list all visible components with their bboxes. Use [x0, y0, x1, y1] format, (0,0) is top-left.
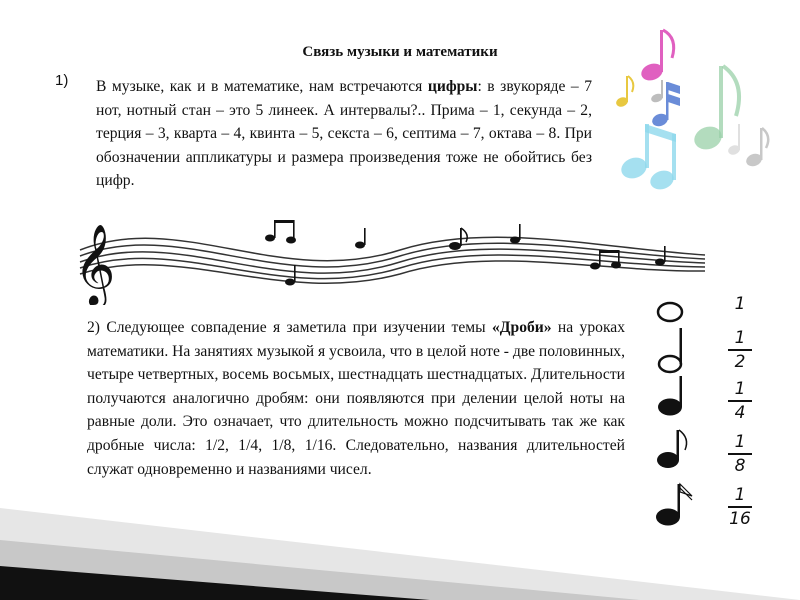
fraction-quarter [722, 379, 758, 423]
whole-note-icon [658, 303, 682, 321]
paragraph-1 [96, 75, 592, 193]
treble-clef-icon [74, 223, 115, 305]
fraction-bar [728, 400, 752, 402]
staff-notes-icon [265, 220, 666, 286]
fraction-denominator: 4 [734, 402, 746, 423]
green-note-icon [691, 66, 739, 153]
fraction-numerator: 1 [734, 328, 746, 348]
paragraph-1-text-b: : в звукоряде – 7 нот, нотный стан – это 5 линеек. А интервалы?.. Прима – 1, секунда – 2, терция – 3, кварта – 4, квинта – 5, секста – 6, септима – 7, октава – 8. При обозначении аппликатуры и размера произведения тоже не обойтись без цифр. [96, 78, 593, 189]
faded-note-icon [727, 124, 741, 156]
svg-text:𝄞: 𝄞 [74, 223, 116, 305]
fraction-whole [722, 294, 758, 314]
cyan-note-icon [618, 124, 676, 193]
half-note-icon [659, 328, 682, 372]
paragraph-1-bold: цифры [427, 78, 478, 95]
eighth-note-icon [657, 430, 687, 468]
music-staff-illustration [60, 210, 720, 305]
fraction-half [722, 328, 758, 372]
light-gray-note-icon [744, 128, 768, 168]
pink-note-icon [639, 30, 674, 83]
fraction-bar [728, 453, 752, 455]
fraction-numerator: 1 [734, 379, 746, 399]
fraction-numerator: 1 [734, 294, 746, 314]
fraction-bar [728, 349, 752, 351]
section-number: 1) [55, 72, 69, 89]
paragraph-2-text-b: на уроках математики. На занятиях музыкой я усвоила, что в целой ноте - две половинных, четыре четвертных, восемь восьмых, шестнадцать шестнадцатых. Длительности получаются аналогично дробям: они появляются при делении целой ноты на равные доли. Это означает, что длительность можно подсчитывать так же как дробные числа: 1/2, 1/4, 1/8, 1/16. Следовательно, названия длительностей служат одновременно и названиями чисел. [87, 319, 625, 478]
page-title: Связь музыки и математики [302, 44, 498, 60]
fraction-denominator: 8 [734, 455, 746, 476]
blue-note-icon [650, 82, 680, 128]
fraction-numerator: 1 [734, 485, 746, 505]
paragraph-2 [87, 316, 625, 481]
paragraph-1-text-a: В музыке, как и в математике, нам встречаются [96, 78, 428, 95]
fraction-denominator: 2 [734, 351, 746, 372]
yellow-note-icon [615, 76, 634, 108]
corner-decoration [0, 500, 800, 600]
colored-notes-illustration [600, 20, 790, 210]
quarter-note-icon [658, 376, 682, 416]
gray-note-icon [650, 80, 664, 104]
fraction-eighth [722, 432, 758, 476]
paragraph-2-bold: «Дроби» [492, 319, 552, 336]
note-durations-column [650, 292, 720, 532]
fraction-numerator: 1 [734, 432, 746, 452]
fraction-denominator: 16 [729, 508, 751, 529]
paragraph-2-text-a: 2) Следующее совпадение я заметила при изучении темы [87, 319, 492, 336]
